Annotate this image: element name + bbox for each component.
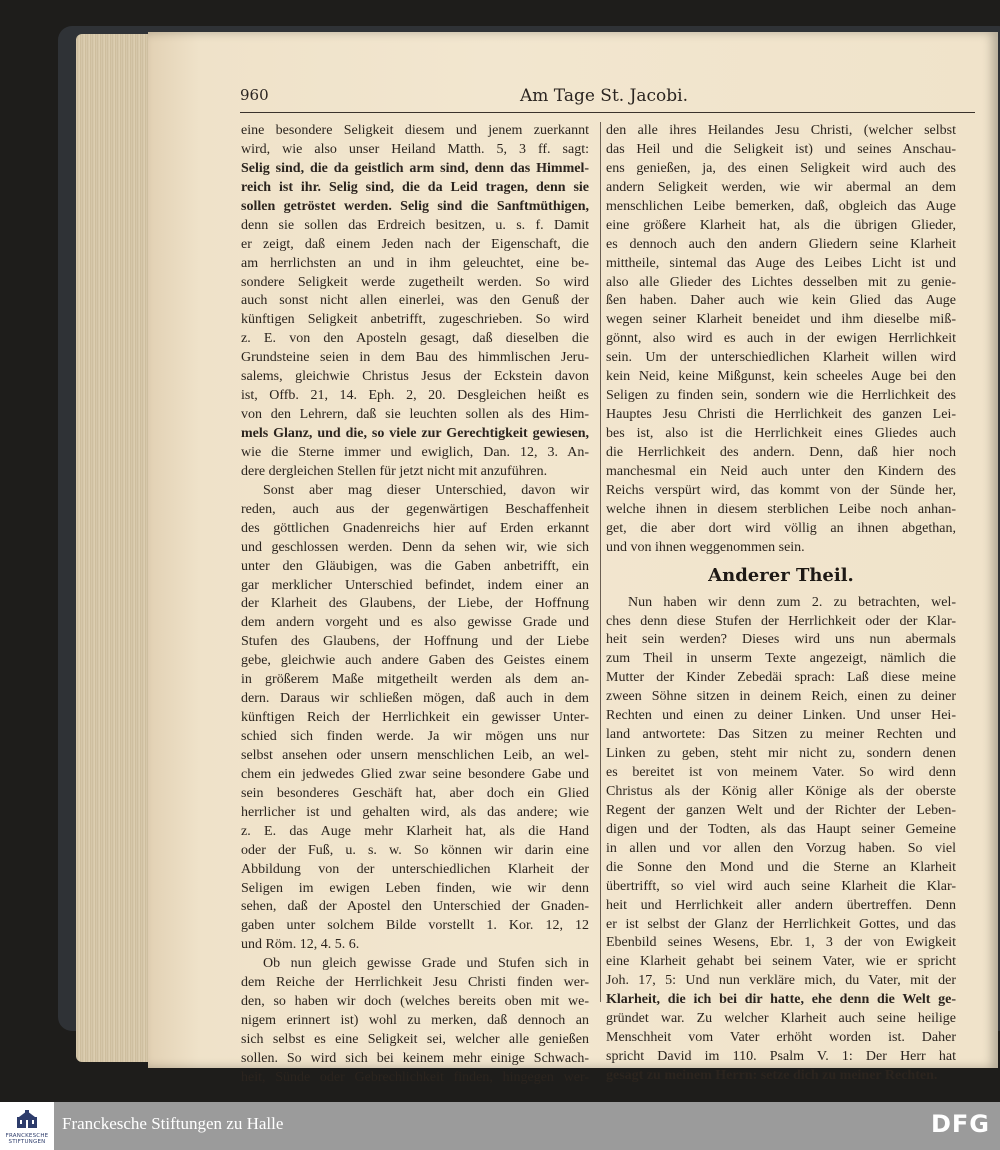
text-line: Regent der ganzen Welt und der Richter der Leben- [606, 802, 956, 818]
text-line: selbst ansehen oder unsern menschlichen Leib, an wel- [241, 747, 589, 763]
text-line: Menschheit vom Vater erhöht worden ist. Daher [606, 1030, 956, 1046]
text-line: sollen. So wird sich bei keinem mehr einige Schwach- [241, 1050, 589, 1066]
footer-bar [0, 1102, 1000, 1150]
text-line: wird, wie also unser Heiland Matth. 5, 3 ff. sagt: [241, 141, 589, 157]
text-line: Seligen im ewigen Leben finden, wie wir denn [241, 880, 589, 896]
text-line: kein Neid, keine Mißgunst, kein scheeles Auge bei den [606, 369, 956, 385]
text-line: des göttlichen Gnadenreichs hier auf Erden erkannt [241, 520, 589, 536]
text-line: Nun haben wir denn zum 2. zu betrachten, wel- [628, 594, 956, 610]
text-line: den alle ihres Heilandes Jesu Christi, (welcher selbst [606, 123, 956, 138]
text-line: und von ihnen weggenommen sein. [606, 539, 805, 555]
text-line: Hauptes Jesu Christi die Herrlichkeit des ganzen Lei- [606, 407, 956, 423]
text-line: welche ihnen in diesem sterblichen Leibe noch anhan- [606, 501, 956, 517]
text-line: spricht David im 110. Psalm V. 1: Der Herr hat [606, 1049, 956, 1065]
text-line: den, so haben wir doch (welches bereits oben mit we- [241, 994, 589, 1010]
text-line: Ebenbild seines Wesens, Ebr. 1, 3 der von Ewigkeit [606, 935, 956, 951]
text-line: eine besondere Seligkeit diesem und jenem zuerkannt [241, 123, 589, 138]
text-line: Stufen des Glaubens, der Hoffnung und der Liebe [241, 634, 589, 650]
text-line: digen und der Todten, als das Haupt seiner Gemeine [606, 821, 956, 837]
page-header [240, 86, 978, 110]
text-line: Christus als der König aller Könige als der oberste [606, 783, 956, 799]
text-line: andern Seligkeit werden, wie wir abermal an dem [606, 179, 956, 195]
text-line: schied sich finden werde. Ja wir mögen uns nur [241, 729, 589, 744]
text-line: der Klarheit des Glaubens, der Liebe, der Hoffnung [241, 596, 589, 612]
text-line: Linken zu geben, steht mir nicht zu, sondern denen [606, 746, 956, 762]
text-line: in größerem Maße mitgetheilt werden als dem an- [241, 672, 589, 688]
text-line: sondere Seligkeit werde zugetheilt werden. So wird [241, 274, 589, 290]
text-line: get, die aber dort wird völlig an ihnen abgethan, [606, 520, 956, 536]
right-column-second-part [606, 594, 956, 1086]
text-line: Joh. 17, 5: Und nun verkläre mich, du Vater, mit der [606, 973, 956, 989]
text-line: dere dergleichen Stellen für jetzt nicht mit anzuführen. [241, 463, 548, 479]
text-line: er zeigt, daß einem Jeden nach der Eigenschaft, die [241, 236, 589, 252]
text-line: Sonst aber mag dieser Unterschied, davon wir [263, 482, 589, 498]
text-line: zum Theil in unserm Texte angezeigt, nämlich die [606, 651, 956, 667]
text-line: nigem erinnert ist) wohl zu merken, daß dennoch an [241, 1013, 589, 1029]
franckesche-stiftungen-logo [0, 1102, 54, 1150]
text-line: Rechten und einen zu deiner Linken. Und unser Hei- [606, 708, 956, 724]
text-line: gönnt, also wird es auch in der ewigen Herrlichkeit [606, 331, 956, 347]
text-line: auch sonst nicht allen einerlei, was den Genuß der [241, 293, 589, 309]
text-line: Selig sind, die da geistlich arm sind, denn das Himmel- [241, 160, 589, 176]
text-line: und geschlossen werden. Denn da sehen wir, wie sich [241, 539, 589, 555]
text-line: oder der Fuß, u. s. w. So können wir darin eine [241, 842, 589, 858]
text-line: es dennoch auch den andern Gliedern seine Klarheit [606, 236, 956, 252]
text-line: gar merklicher Unterschied befindet, indem einer an [241, 577, 589, 593]
header-rule [240, 112, 975, 113]
column-divider [600, 122, 601, 1002]
text-line: Abbildung von der unterschiedlichen Klarheit der [241, 861, 589, 877]
right-column [606, 122, 956, 1086]
text-line: gebe, gleichwie auch andere Gaben des Geistes einem [241, 653, 589, 669]
text-line: reich ist ihr. Selig sind, die da Leid tragen, denn sie [241, 179, 589, 195]
text-line: Grundsteine seien in dem Bau des himmlischen Jeru- [241, 350, 589, 366]
text-line: unter den Gläubigen, was die Gaben anbetrifft, ein [241, 558, 589, 574]
text-line: salems, gleichwie Christus Jesus der Eckstein davon [241, 369, 589, 385]
text-line: Klarheit, die ich bei dir hatte, ehe denn die Welt ge- [606, 992, 956, 1008]
text-line: die Sonne den Mond und die Sterne an Klarheit [606, 859, 956, 875]
text-line: denn sie sollen das Erdreich besitzen, u. s. f. Damit [241, 217, 589, 233]
text-line: z. E. von den Aposteln gesagt, daß dieselben die [241, 331, 589, 347]
text-line: übertrifft, so viel wird auch seine Klarheit die Klar- [606, 878, 956, 894]
section-heading: Anderer Theil. [708, 564, 854, 586]
text-line: ßen haben. Daher auch wie kein Glied das Auge [606, 293, 956, 309]
text-line: gaben unter solchem Bilde vorstellt 1. Kor. 12, 12 [241, 918, 589, 934]
text-line: mittheile, sintemal das Auge des Leibes Licht ist und [606, 255, 956, 271]
dfg-logo: DFG [930, 1110, 990, 1138]
logo-text: FRANCKESCHE STIFTUNGEN [5, 1133, 49, 1145]
institution-name[interactable]: Franckesche Stiftungen zu Halle [62, 1114, 284, 1133]
text-line: er ist selbst der Glanz der Herrlichkeit Gottes, und das [606, 916, 956, 932]
text-line: reden, auch aus der gegenwärtigen Beschaffenheit [241, 501, 589, 517]
text-line: wegen seiner Klarheit beneidet und ihm dieselbe miß- [606, 312, 956, 328]
text-line: die Herrlichkeit des andern. Denn, daß hier noch [606, 444, 956, 460]
text-line: von den Lehrern, daß sie leuchten sollen als des Him- [241, 407, 589, 423]
text-line: sein besonderes Geschäft hat, aber doch ein Glied [241, 785, 589, 801]
text-line: zween Söhne sitzen in deinem Reich, einen zu deiner [606, 689, 956, 705]
text-line: es bereitet ist von meinem Vater. So wird denn [606, 765, 956, 780]
text-line: sollen getröstet werden. Selig sind die Sanftmüthigen, [241, 198, 589, 214]
text-line: gesagt zu meinem Herrn: setze dich zu meiner Rechten. [606, 1068, 938, 1083]
text-line: mels Glanz, und die, so viele zur Gerechtigkeit gewiesen, [241, 426, 589, 441]
text-line: am herrlichsten an und in ihm geleuchtet, eine be- [241, 255, 589, 271]
text-line: dem andern vorgeht und es also gewisse Grade und [241, 615, 589, 631]
text-line: das Heil und die Seligkeit ist) und seines Anschau- [606, 141, 956, 157]
text-line: land antwortete: Das Sitzen zu meiner Rechten und [606, 727, 956, 743]
text-line: ist, Offb. 21, 14. Eph. 2, 20. Desgleichen heißt es [241, 388, 589, 404]
text-line: eine Klarheit gehabt bei seinem Vater, wie er spricht [606, 954, 956, 970]
text-line: menschlichen Leibe bemerken, daß, obgleich das Auge [606, 198, 956, 214]
text-line: sich selbst es eine Seligkeit sei, welcher alle genießen [241, 1032, 589, 1047]
text-line: in allen und vor allen den Vorzug haben. So viel [606, 840, 956, 856]
text-line: z. E. das Auge mehr Klarheit hat, als die Hand [241, 823, 589, 839]
right-column-first-part [606, 122, 956, 558]
text-line: künftigen Seligkeit anbetrifft, zugeschrieben. So wird [241, 312, 589, 328]
text-line: wie die Sterne immer und ewiglich, Dan. 12, 3. An- [241, 444, 589, 460]
text-line: bes ist, also ist die Herrlichkeit eines Gliedes auch [606, 426, 956, 441]
text-line: manchesmal ein Neid auch unter den Kindern des [606, 463, 956, 479]
text-line: also alle Glieder des Lichtes desselben mit zu genie- [606, 274, 956, 290]
left-column [241, 122, 589, 1088]
text-line: chem ein jedwedes Glied zwar seine besondere Gabe und [241, 766, 589, 782]
text-line: und Röm. 12, 4. 5. 6. [241, 937, 360, 953]
text-line: Mutter der Kinder Zebedäi sprach: Laß diese meine [606, 670, 956, 686]
text-line: künftigen Reich der Herrlichkeit ein gewisser Unter- [241, 710, 589, 726]
text-line: gründet war. Zu welcher Klarheit auch seine heilige [606, 1011, 956, 1027]
text-line: dern. Daraus wir schließen mögen, daß auch in dem [241, 691, 589, 707]
text-line: heit und Herrlichkeit aller andern übertreffen. Denn [606, 897, 956, 913]
text-line: sehen, daß der Apostel den Unterschied der Gnaden- [241, 899, 589, 915]
text-line: ches denn diese Stufen der Herrlichkeit oder der Klar- [606, 613, 956, 629]
text-line: Ob nun gleich gewisse Grade und Stufen sich in [263, 956, 589, 972]
running-title: Am Tage St. Jacobi. [520, 86, 689, 106]
page-number: 960 [240, 86, 269, 104]
text-line: Seligen zu finden sein, sondern wie die Herrlichkeit des [606, 388, 956, 404]
page-edges [76, 34, 156, 1062]
building-icon [14, 1110, 40, 1130]
text-line: heit sein werden? Dieses wird uns nun abermals [606, 632, 956, 648]
text-line: eine größere Klarheit hat, als die übrigen Glieder, [606, 217, 956, 233]
text-line: Reichs verspürt wird, das kommt von der Sünde her, [606, 482, 956, 498]
text-line: herrlicher ist und gehalten wird, als das andere; wie [241, 804, 589, 820]
text-line: ens genießen, ja, des einen Seligkeit wird auch des [606, 160, 956, 176]
text-line: dem Reiche der Herrlichkeit Jesu Christi finden wer- [241, 975, 589, 991]
text-line: heit, Sünde oder Gebrechlichkeit finden, hingegen wer- [241, 1069, 589, 1085]
text-line: sein. Um der unterschiedlichen Klarheit willen wird [606, 350, 956, 366]
